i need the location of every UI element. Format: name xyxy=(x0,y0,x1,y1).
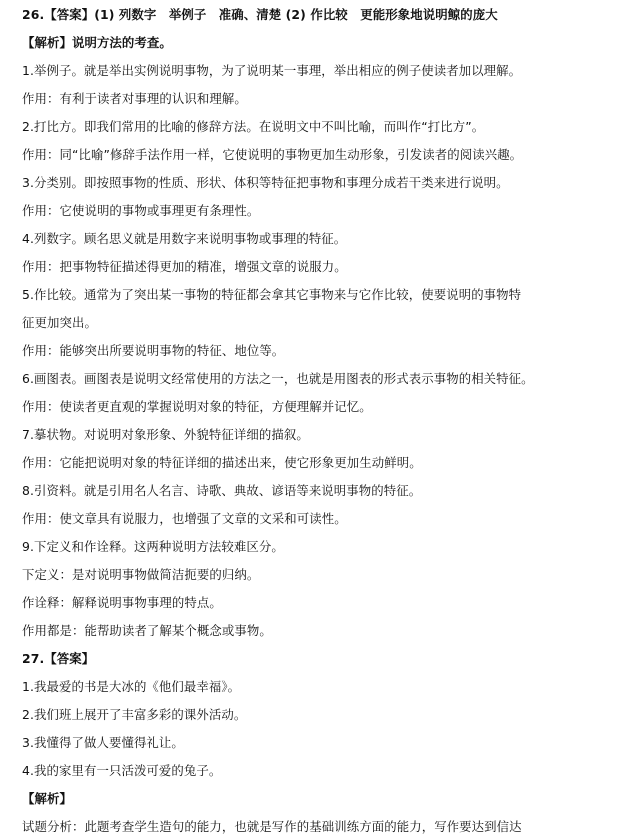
text-line: 6.画图表。画图表是说明文经常使用的方法之一，也就是用图表的形式表示事物的相关特征。 xyxy=(22,371,534,386)
text-line: 4.我的家里有一只活泼可爱的兔子。 xyxy=(22,763,222,778)
text-line: 1.举例子。就是举出实例说明事物，为了说明某一事理，举出相应的例子使读者加以理解。 xyxy=(22,63,522,78)
text-line: 作用：它使说明的事物或事理更有条理性。 xyxy=(22,203,260,218)
text-line: 作用：它能把说明对象的特征详细的描述出来，使它形象更加生动鲜明。 xyxy=(22,455,422,470)
text-line: 作用：使读者更直观的掌握说明对象的特征，方便理解并记忆。 xyxy=(22,399,372,414)
answer-26-heading: 26.【答案】(1) 列数字 举例子 准确、清楚 (2) 作比较 更能形象地说明鲸的庞大 xyxy=(22,7,498,22)
analysis-heading: 【解析】 xyxy=(22,791,72,806)
text-line: 3.分类别。即按照事物的性质、形状、体积等特征把事物和事理分成若干类来进行说明。 xyxy=(22,175,509,190)
text-line: 作用：使文章具有说服力，也增强了文章的文采和可读性。 xyxy=(22,511,347,526)
answer-27-heading: 27.【答案】 xyxy=(22,651,95,666)
text-line: 作诠释：解释说明事物事理的特点。 xyxy=(22,595,222,610)
text-line: 5.作比较。通常为了突出某一事物的特征都会拿其它事物来与它作比较，使要说明的事物特 xyxy=(22,287,522,302)
text-line: 1.我最爱的书是大冰的《他们最幸福》。 xyxy=(22,679,241,694)
text-line: 7.摹状物。对说明对象形象、外貌特征详细的描叙。 xyxy=(22,427,309,442)
text-line: 下定义：是对说明事物做简洁扼要的归纳。 xyxy=(22,567,260,582)
text-line: 作用：有利于读者对事理的认识和理解。 xyxy=(22,91,247,106)
text-line: 征更加突出。 xyxy=(22,315,97,330)
text-line: 8.引资料。就是引用名人名言、诗歌、典故、谚语等来说明事物的特征。 xyxy=(22,483,422,498)
text-line: 作用：同“比喻”修辞手法作用一样，它使说明的事物更加生动形象，引发读者的阅读兴趣。 xyxy=(22,147,523,162)
text-line: 3.我懂得了做人要懂得礼让。 xyxy=(22,735,184,750)
text-line: 9.下定义和作诠释。这两种说明方法较难区分。 xyxy=(22,539,284,554)
text-line: 2.打比方。即我们常用的比喻的修辞方法。在说明文中不叫比喻，而叫作“打比方”。 xyxy=(22,119,485,134)
text-line: 作用都是：能帮助读者了解某个概念或事物。 xyxy=(22,623,272,638)
analysis-heading: 【解析】说明方法的考查。 xyxy=(22,35,172,50)
text-line: 试题分析：此题考查学生造句的能力，也就是写作的基础训练方面的能力，写作要达到信达 xyxy=(22,819,522,834)
text-line: 4.列数字。顾名思义就是用数字来说明事物或事理的特征。 xyxy=(22,231,347,246)
text-line: 作用：能够突出所要说明事物的特征、地位等。 xyxy=(22,343,285,358)
text-line: 2.我们班上展开了丰富多彩的课外活动。 xyxy=(22,707,247,722)
text-line: 作用：把事物特征描述得更加的精准，增强文章的说服力。 xyxy=(22,259,347,274)
